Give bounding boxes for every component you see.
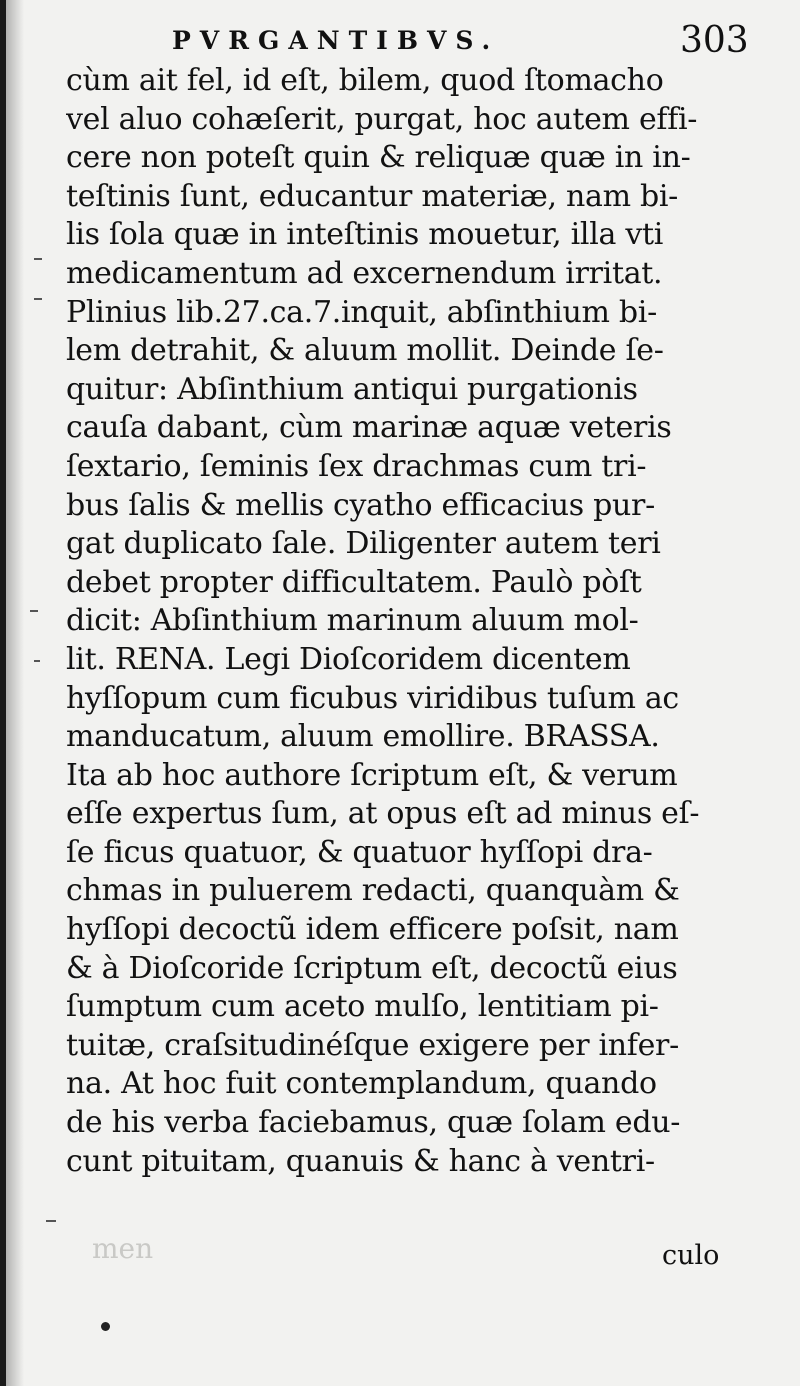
catchword: culo [662, 1240, 720, 1271]
text-line: vel aluo cohæſerit, purgat, hoc autem effi- [66, 101, 698, 137]
body-text [66, 62, 746, 1181]
show-through-text: men [92, 1232, 154, 1265]
margin-tick [30, 610, 38, 612]
margin-tick [34, 660, 40, 662]
text-line: medicamentum ad excernendum irritat. [66, 255, 663, 291]
text-line: hyſſopum cum ficubus viridibus tuſum ac [66, 680, 679, 716]
text-line: bus ſalis & mellis cyatho efficacius pur- [66, 487, 655, 523]
margin-tick [34, 258, 42, 260]
text-line: ſumptum cum aceto mulſo, lentitiam pi- [66, 989, 659, 1025]
text-line: cauſa dabant, cùm marinæ aquæ veteris [66, 410, 672, 446]
running-head: PVRGANTIBVS. [172, 26, 500, 55]
text-line: chmas in puluerem redacti, quanquàm & [66, 873, 680, 909]
text-line: debet propter difficultatem. Paulò pòſt [66, 564, 642, 600]
text-line: manducatum, aluum emollire. BRASSA. [66, 719, 660, 755]
text-line: na. At hoc fuit contemplandum, quando [66, 1066, 657, 1102]
text-line: ſe ficus quatuor, & quatuor hyſſopi dra- [66, 834, 653, 870]
text-line: lis ſola quæ in inteſtinis mouetur, illa vti [66, 217, 664, 253]
page-edge-shadow [6, 0, 24, 1386]
text-line: tuitæ, craſsitudinéſque exigere per infer- [66, 1027, 679, 1063]
text-line: cere non poteſt quin & reliquæ quæ in in- [66, 140, 691, 176]
text-line: Plinius lib.27.ca.7.inquit, abſinthium bi- [66, 294, 657, 330]
text-line: gat duplicato ſale. Diligenter autem teri [66, 526, 661, 562]
text-line: quitur: Abſinthium antiqui purgationis [66, 371, 638, 407]
page-header [6, 18, 800, 62]
text-line: lit. RENA. Legi Dioſcoridem dicentem [66, 641, 631, 677]
text-line: de his verba faciebamus, quæ ſolam edu- [66, 1105, 681, 1141]
margin-tick [34, 298, 42, 300]
margin-dot [101, 1322, 110, 1331]
text-line: cunt pituitam, quanuis & hanc à ventri- [66, 1143, 655, 1179]
margin-tick [46, 1220, 56, 1222]
book-page [6, 0, 800, 1386]
text-line: & à Dioſcoride ſcriptum eſt, decoctũ eius [66, 950, 678, 986]
text-line: Ita ab hoc authore ſcriptum eſt, & verum [66, 757, 678, 793]
text-line: eſſe expertus ſum, at opus eſt ad minus eſ- [66, 796, 700, 832]
text-line: hyſſopi decoctũ idem efficere poſsit, nam [66, 912, 679, 948]
text-line: dicit: Abſinthium marinum aluum mol- [66, 603, 639, 639]
text-line: ſextario, ſeminis ſex drachmas cum tri- [66, 448, 647, 484]
text-line: teſtinis ſunt, educantur materiæ, nam bi- [66, 178, 679, 214]
text-line: cùm ait fel, id eſt, bilem, quod ſtomacho [66, 63, 664, 98]
text-line: lem detrahit, & aluum mollit. Deinde ſe- [66, 333, 664, 369]
page-number: 303 [680, 20, 749, 61]
